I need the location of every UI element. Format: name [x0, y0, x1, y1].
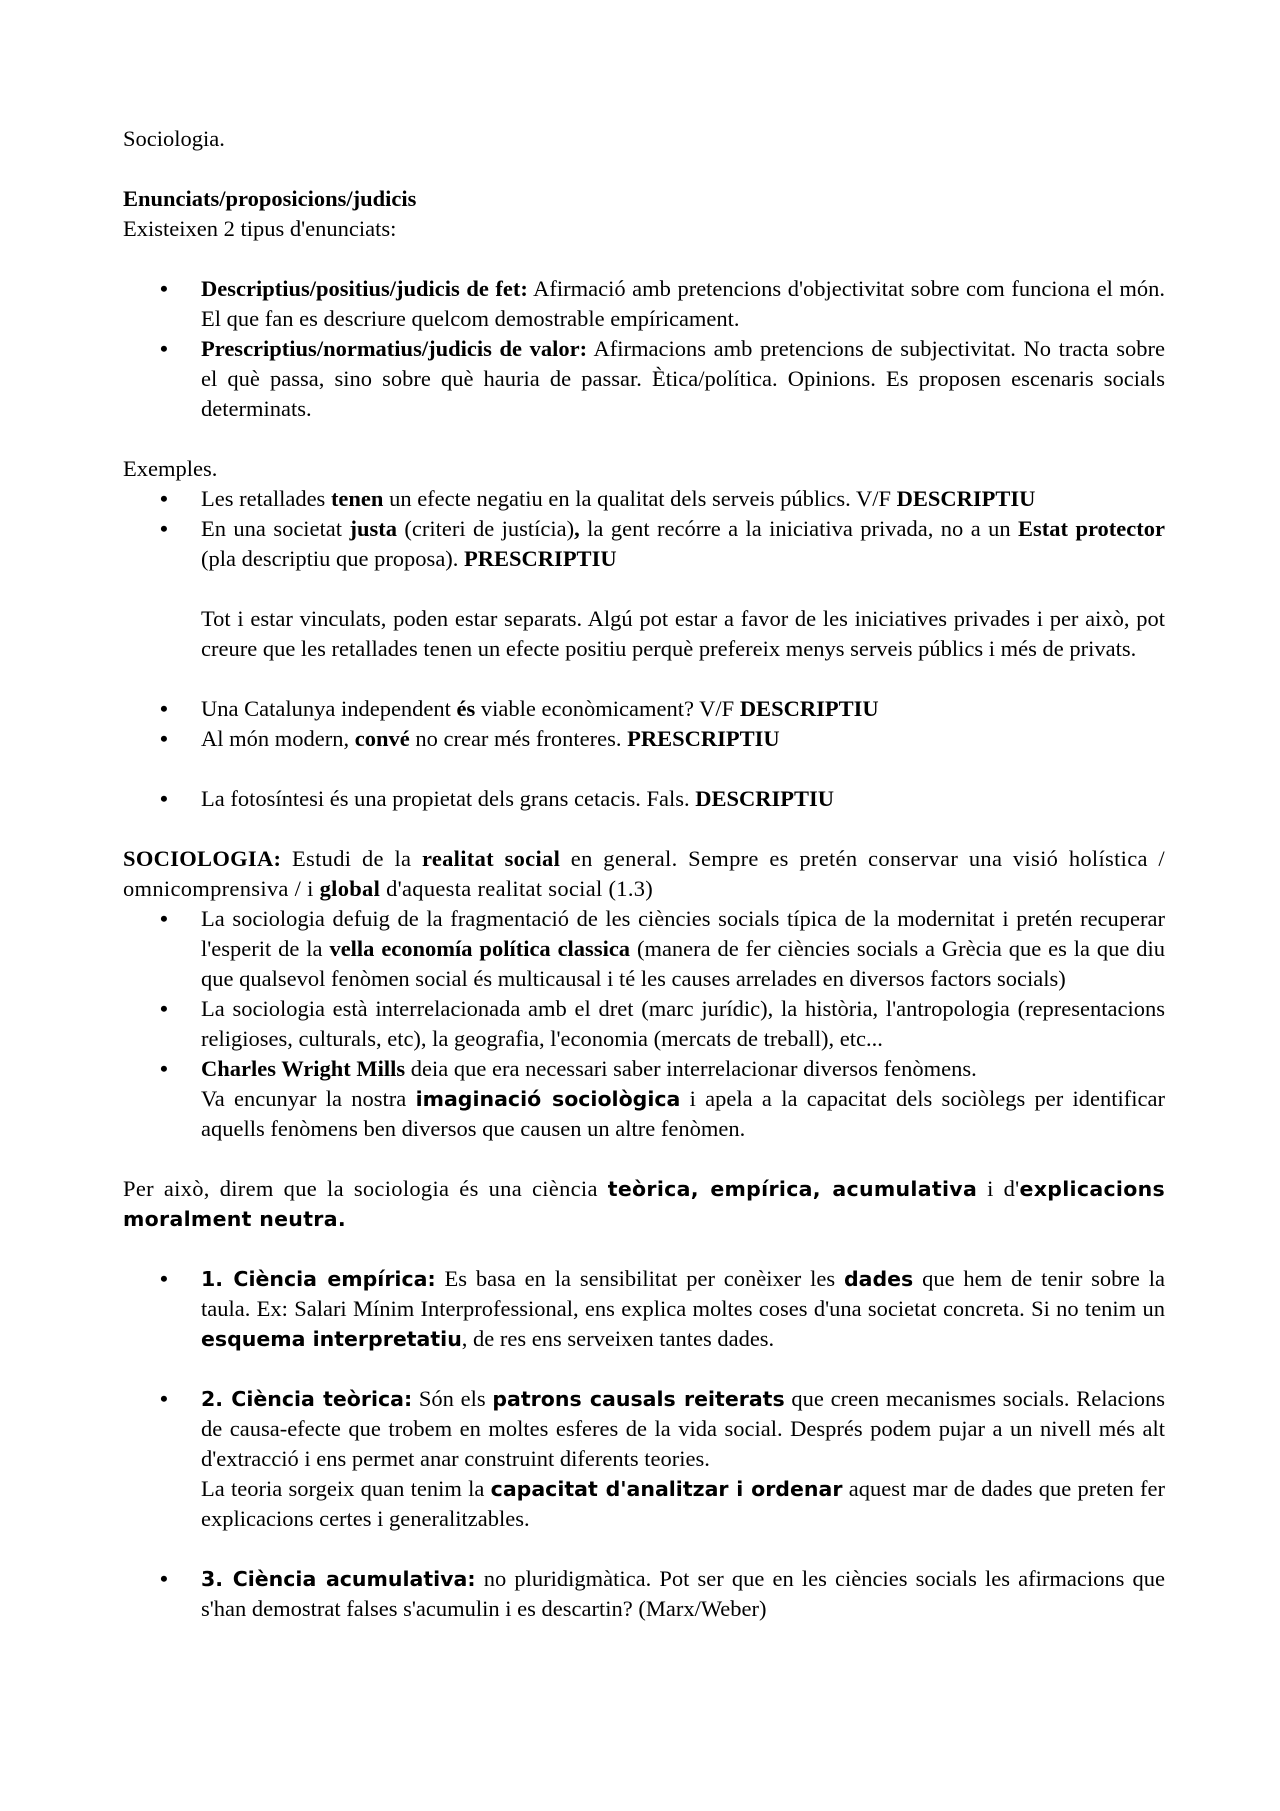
emphasis: global [319, 876, 381, 901]
term: 2. Ciència teòrica: [201, 1387, 413, 1411]
text: , de res ens serveixen tantes dades. [461, 1326, 775, 1351]
emphasis: capacitat d'analitzar i ordenar [490, 1477, 843, 1501]
emphasis: convé [354, 726, 410, 751]
emphasis: teòrica, empírica, acumulativa [607, 1177, 978, 1201]
classification: DESCRIPTIU [695, 786, 835, 811]
sociology-definition [123, 844, 1165, 904]
text: Va encunyar la nostra [201, 1086, 416, 1111]
text: (pla descriptiu que proposa). [201, 546, 465, 571]
list-item [123, 1384, 1165, 1474]
bullet-icon: • [160, 516, 168, 541]
bullet-icon: • [160, 1566, 168, 1591]
text: (criteri de justícia) [396, 516, 575, 541]
list-item [123, 334, 1165, 424]
emphasis: vella economía política classica [329, 936, 631, 961]
text: aquest mar de dades que preten fer explicacions certes i generalitzables. [201, 1476, 1165, 1531]
classification: PRESCRIPTIU [464, 546, 617, 571]
bullet-icon: • [160, 996, 168, 1021]
text: Són els [412, 1386, 493, 1411]
examples-list [123, 484, 1165, 574]
bullet-icon: • [160, 1266, 168, 1291]
bullet-icon: • [160, 906, 168, 931]
classification: PRESCRIPTIU [627, 726, 780, 751]
text: La teoria sorgeix quan tenim la [201, 1476, 491, 1501]
emphasis: Charles Wright Mills [201, 1056, 406, 1081]
list-item [123, 994, 1165, 1054]
text: i d' [977, 1176, 1020, 1201]
emphasis: és [456, 696, 476, 721]
intro-text: Existeixen 2 tipus d'enunciats: [123, 216, 397, 241]
text: (manera de fer ciències socials a Grècia que es la que diu que qualsevol fenòmen social és multicausal i té les causes arrelades en diversos factors socials) [201, 936, 1165, 991]
text: Es basa en la sensibilitat per conèixer les [435, 1266, 844, 1291]
text: viable econòmicament? V/F [475, 696, 740, 721]
bullet-icon: • [160, 696, 168, 721]
section-heading [123, 184, 1165, 214]
emphasis: explicacions moralment neutra. [123, 1177, 1166, 1231]
list-item [123, 1564, 1165, 1624]
text: La sociologia defuig de la fragmentació de les ciències socials típica de la modernitat i pretén recuperar l'esperit de la [201, 906, 1165, 961]
science-list-3 [123, 1564, 1165, 1624]
science-list [123, 1264, 1165, 1354]
term: Prescriptius/normatius/judicis de valor: [201, 336, 588, 361]
term: 3. Ciència acumulativa: [201, 1567, 476, 1591]
text: La sociologia està interrelacionada amb el dret (marc jurídic), la història, l'antropologia (representacions religioses, culturals, etc), la geografia, l'economia (mercats de treball), etc... [201, 996, 1165, 1051]
mills-note [123, 1084, 1165, 1144]
term: SOCIOLOGIA: [123, 846, 282, 871]
text: d'aquesta realitat social (1.3) [380, 876, 654, 901]
emphasis: patrons causals reiterats [492, 1387, 785, 1411]
emphasis: tenen [330, 486, 384, 511]
text: La fotosíntesi és una propietat dels grans cetacis. Fals. [201, 786, 696, 811]
list-item [123, 1264, 1165, 1354]
list-item [123, 274, 1165, 334]
emphasis: Estat protector [1018, 516, 1165, 541]
text: en general. Sempre es pretén conservar una visió holística / omnicomprensiva / i [123, 846, 1165, 901]
term: Descriptius/positius/judicis de fet: [201, 276, 528, 301]
emphasis: esquema interpretatiu [201, 1327, 462, 1351]
bullet-icon: • [160, 486, 168, 511]
bullet-icon: • [160, 276, 168, 301]
text: Una Catalunya independent [201, 696, 457, 721]
bullet-icon: • [160, 786, 168, 811]
text: Per això, direm que la sociologia és una ciència [123, 1176, 608, 1201]
text: no crear més fronteres. [409, 726, 628, 751]
bullet-icon: • [160, 1056, 168, 1081]
emphasis: justa [349, 516, 397, 541]
examples-list-2 [123, 694, 1165, 754]
text: un efecte negatiu en la qualitat dels serveis públics. V/F [383, 486, 897, 511]
emphasis: , [574, 516, 580, 541]
text: Estudi de la [281, 846, 422, 871]
text: En una societat [201, 516, 350, 541]
document-body [123, 124, 1165, 1624]
bullet-icon: • [160, 726, 168, 751]
theory-note [123, 1474, 1165, 1534]
emphasis: realitat social [421, 846, 561, 871]
list-item [123, 694, 1165, 724]
emphasis: dades [843, 1267, 914, 1291]
examples-note: Tot i estar vinculats, poden estar separats. Algú pot estar a favor de les iniciatives privades i per això, pot creure que les retallades tenen un efecte positiu perquè prefereix menys serveis públics i més de privats. [201, 606, 1165, 661]
emphasis: imaginació sociològica [415, 1087, 681, 1111]
list-item [123, 1054, 1165, 1084]
sociology-list [123, 904, 1165, 1084]
conclusion [123, 1174, 1165, 1234]
definition: Afirmació amb pretencions d'objectivitat sobre com funciona el món. El que fan es descriure quelcom demostrable empíricament. [201, 276, 1165, 331]
text: la gent recórre a la iniciativa privada, no a un [579, 516, 1019, 541]
list-item [123, 784, 1165, 814]
text: que hem de tenir sobre la taula. Ex: Salari Mínim Interprofessional, ens explica moltes coses d'una societat concreta. Si no tenim un [201, 1266, 1166, 1321]
text: i apela a la capacitat dels sociòlegs per identificar aquells fenòmens ben diversos que causen un altre fenòmen. [201, 1086, 1165, 1141]
text: deia que era necessari saber interrelacionar diversos fenòmens. [405, 1056, 977, 1081]
classification: DESCRIPTIU [739, 696, 879, 721]
science-list-2 [123, 1384, 1165, 1474]
bullet-icon: • [160, 1386, 168, 1411]
text: Les retallades [201, 486, 331, 511]
text: no pluridigmàtica. Pot ser que en les ciències socials les afirmacions que s'han demostrat falses s'acumulin i es descartin? (Marx/Weber) [201, 1566, 1165, 1621]
heading-text: Enunciats/proposicions/judicis [123, 186, 417, 211]
list-item [123, 724, 1165, 754]
examples-list-3 [123, 784, 1165, 814]
text: que creen mecanismes socials. Relacions de causa-efecte que trobem en moltes esferes de la vida social. Després podem pujar a un nivell més alt d'extracció i ens permet anar construint diferents teories. [201, 1386, 1165, 1471]
document-title: Sociologia. [123, 126, 225, 151]
definition: Afirmacions amb pretencions de subjectivitat. No tracta sobre el què passa, sino sobre què hauria de passar. Ètica/política. Opinions. Es proposen escenaris socials determinats. [201, 336, 1165, 421]
list-item [123, 484, 1165, 514]
examples-label: Exemples. [123, 456, 218, 481]
list-item [123, 514, 1165, 574]
list-item [123, 904, 1165, 994]
statement-types-list [123, 274, 1165, 424]
term: 1. Ciència empírica: [201, 1267, 436, 1291]
bullet-icon: • [160, 336, 168, 361]
classification: DESCRIPTIU [896, 486, 1036, 511]
text: Al món modern, [201, 726, 355, 751]
